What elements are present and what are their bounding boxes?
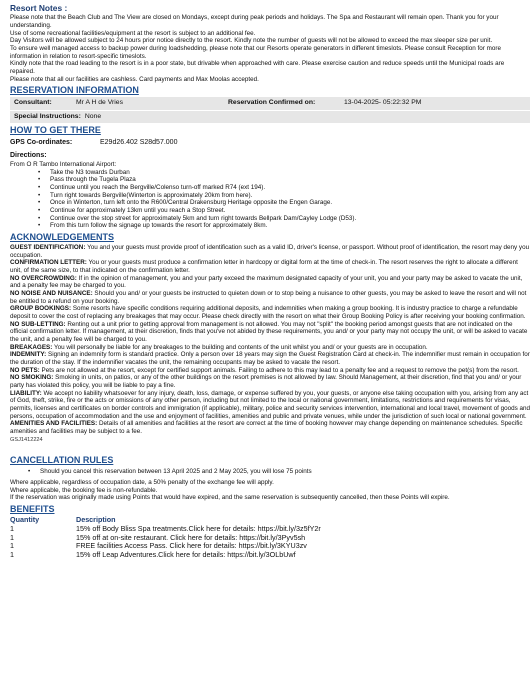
directions-from: From O R Tambo International Airport: xyxy=(10,160,117,168)
direction-step: • Continue until you reach the Bergville/Colenso turn-off marked R74 (ext 194). xyxy=(50,184,530,192)
ack-label: BREAKAGES: xyxy=(10,343,53,351)
acknowledgements-heading: ACKNOWLEDGEMENTS xyxy=(10,231,114,242)
ack-item xyxy=(10,367,530,375)
ack-item xyxy=(10,390,530,421)
benefit-qty: 1 xyxy=(10,523,14,533)
ack-label: AMENITIES AND FACILITIES: xyxy=(10,420,98,428)
document-page xyxy=(10,0,530,560)
ack-text: Renting out a unit prior to getting approval from management is not allowed. You may not "split" the booking period amongst guests that are not indicated on the official confirmation letter. If management, at their discretion, finds that you've not abided by these requirements, you and/ or your party may not occupy the unit, or will be asked to vacate the unit, and a penalty fee will be charged to you. xyxy=(10,320,528,343)
directions-list xyxy=(50,169,530,230)
cancellation-bullet: • Should you cancel this reservation between 13 April 2025 and 2 May 2025, you will lose 75 points xyxy=(40,468,530,476)
benefit-desc[interactable]: 15% off Body Bliss Spa treatments.Click here for details: https://bit.ly/3z5fY2r xyxy=(76,523,321,533)
instructions-row xyxy=(10,111,530,123)
reference-code: GSJ1412224 xyxy=(10,436,43,443)
benefit-qty: 1 xyxy=(10,550,14,560)
benefit-desc[interactable]: FREE facilities Access Pass. Click here for details: https://bit.ly/3KYU3zv xyxy=(76,541,307,551)
direction-step: • Continue over the stop street for approximately 5km and turn right towards Bellpark Dam/Cayley Lodge (D53). xyxy=(50,215,530,223)
ack-text: Smoking in units, on patios, or any of the other buildings on the resort premises is not allowed by law. Should Management, at their discretion, find that you and/ or your party has violated this policy, you will be liable to pay a fine. xyxy=(10,374,522,389)
gps-label: GPS Co-ordinates: xyxy=(10,138,73,146)
benefit-desc[interactable]: 15% off at on-site restaurant. Click here for details: https://bit.ly/3Pyv5sh xyxy=(76,532,306,542)
ack-item xyxy=(10,351,530,366)
ack-label: NO PETS: xyxy=(10,366,40,374)
ack-label: INDEMNITY: xyxy=(10,351,47,359)
ack-item xyxy=(10,244,530,259)
quantity-header: Quantity xyxy=(10,515,40,525)
ack-label: CONFIRMATION LETTER: xyxy=(10,259,87,267)
ack-item xyxy=(10,275,530,290)
resort-note-line: Day Visitors will be allowed subject to 24 hours prior notice directly to the resort. Kindly note the number of guests will not be allowed to exceed the max sleeper size per unit. xyxy=(10,37,493,45)
table-row xyxy=(10,551,321,560)
cancellation-line: If the reservation was originally made using Points that would have expired, and the same reservation is subsequently cancelled, then these Points will expire. xyxy=(10,494,450,502)
direction-step: • Pass through the Tugela Plaza xyxy=(50,176,530,184)
ack-text: Some resorts have specific conditions requiring additional deposits, and indemnities when making a group booking. It is industry practice to charge a refundable deposit to cover the cost of replacing any breakages that may occur. Please check directly with the resort on what their Group Booking Policy is after receiving your booking confirmation. xyxy=(10,305,526,320)
direction-step: • Take the N3 towards Durban xyxy=(50,169,530,177)
gps-value: E29d26.402 S28d57.000 xyxy=(100,138,178,146)
ack-text: Should you and/ or your guests be instructed to quieten down or to stop being a nuisance to other guests, you may be asked to leave the resort and will not be entitled to a refund on your booking. xyxy=(10,289,527,305)
directions-heading: HOW TO GET THERE xyxy=(10,124,101,135)
ack-text: You will personally be liable for any breakages to the building and contents of the unit whilst you and/ or your guests are in occupation. xyxy=(52,343,428,351)
ack-text: Details of all amenities and facilities at the resort are correct at the time of booking however may change depending on maintenance schedules. Specific amenities and facilities may be subject to a fee. xyxy=(10,420,523,435)
benefits-heading: BENEFITS xyxy=(10,504,55,515)
instructions-label: Special Instructions: xyxy=(14,112,81,120)
ack-item xyxy=(10,344,530,352)
ack-label: NO NOISE AND NUISANCE: xyxy=(10,289,93,297)
resort-note-line: Kindly note that the road leading to the resort is in a poor state, but drivable when approached with care. Please exercise caution and reduce speeds until the Municipal roads are repaired. xyxy=(10,60,505,75)
ack-text: We accept no liability whatsoever for any injury, death, loss, damage, or expense suffered by you, your guests, or anyone else taking occupation with you, arising from any act of God, theft, strike, fire or the acts or omissions of any other person, including but not limited to the local or national government, limitations, restrictions and requirements for visas, permits, licenses and certificates on border controls and immigration (if applicable), military, police and security services intervention, international and local travel, movement of goods and persons, occupation of accommodation and the use and enjoyment of facilities, amenities and public and private venues, while under the jurisdiction of such local or national government. xyxy=(10,389,530,420)
ack-item xyxy=(10,259,530,274)
benefits-table xyxy=(10,516,321,560)
ack-text: You and your guests must provide proof of identification such as a valid ID, driver's license, or passport. Without proof of identification, the resort may deny you occupation. xyxy=(10,243,530,259)
reservation-row xyxy=(10,97,530,109)
ack-text: Pets are not allowed at the resort, except for certified support animals. Failing to adhere to this may lead to a penalty fee and a request to remove the pet(s) from the resort. xyxy=(39,366,519,374)
benefit-qty: 1 xyxy=(10,541,14,551)
ack-text: Signing an indemnity form is standard practice. Only a person over 18 years may sign the Guest Registration Card at check-in. The indemnifier must remain in occupation for the duration of the stay. If the indemnifier vacates the unit, the remaining occupants may be asked to vacate the resort. xyxy=(10,351,530,366)
direction-step: • From this turn follow the signage up towards the resort for approximately 8km. xyxy=(50,222,530,230)
instructions-value: None xyxy=(84,112,102,120)
direction-step: • Continue for approximately 13km until you reach a Stop Street. xyxy=(50,207,530,215)
resort-notes-title: Resort Notes : xyxy=(10,3,68,13)
cancellation-line: Where applicable, regardless of occupation date, a 50% penalty of the exchange fee will apply. xyxy=(10,479,274,487)
consultant-value: Mr A H de Vries xyxy=(76,99,123,107)
ack-label: NO SUB-LETTING: xyxy=(10,320,66,328)
resort-note-line: To ensure well managed access to backup power during loadshedding, please note that our Resorts operate generators in different timeslots. Please consult Reception for more information in relation to resort-specific timeslots. xyxy=(10,44,501,60)
cancellation-heading: CANCELLATION RULES xyxy=(10,455,114,466)
ack-label: NO OVERCROWDING: xyxy=(10,274,77,282)
ack-label: GUEST IDENTIFICATION: xyxy=(10,243,86,251)
resort-note-line: Use of some recreational facilities/equipment at the resort is subject to an additional fee. xyxy=(10,29,256,37)
resort-notes-body xyxy=(10,14,530,83)
ack-label: NO SMOKING: xyxy=(10,374,54,382)
direction-step: • Turn right towards Bergville(Winterton is approximately 20km from here). xyxy=(50,192,530,200)
ack-item xyxy=(10,305,530,320)
resort-note-line: Please note that all our facilities are cashless. Card payments and Max Moolas accepted. xyxy=(10,75,259,83)
directions-label: Directions: xyxy=(10,152,47,160)
description-header: Description xyxy=(76,515,116,525)
confirmed-label: Reservation Confirmed on: xyxy=(228,99,316,107)
ack-item xyxy=(10,321,530,344)
ack-item xyxy=(10,420,530,435)
benefit-qty: 1 xyxy=(10,532,14,542)
reservation-heading: RESERVATION INFORMATION xyxy=(10,85,139,96)
ack-item xyxy=(10,290,530,305)
ack-text: If in the opinion of management, you and your party exceed the maximum designated capacity of your unit, you and your party may be asked to vacate the unit, and a penalty fee may be charged to you. xyxy=(10,274,523,290)
cancellation-line: Where applicable, the booking fee is non-refundable. xyxy=(10,486,158,494)
ack-label: GROUP BOOKINGS: xyxy=(10,305,72,313)
ack-text: You or your guests must produce a confirmation letter in hardcopy or digital form at the time of check-in. The resort reserves the right to allocate a different unit, of the same size, to that indicated on the confirmation letter. xyxy=(10,259,518,274)
acknowledgements-body xyxy=(10,244,530,436)
ack-label: LIABILITY: xyxy=(10,389,42,397)
gps-row xyxy=(10,137,530,150)
resort-note-line: Please note that the Beach Club and The View are closed on Mondays, except during peak periods and holidays. The Spa and Restaurant will remain open. Thank you for your understanding. xyxy=(10,14,499,29)
ack-item xyxy=(10,374,530,389)
confirmed-value: 13-04-2025- 05:22:32 PM xyxy=(344,99,422,107)
consultant-label: Consultant: xyxy=(14,99,52,107)
direction-step: • Once in Winterton, turn left onto the R600/Central Drakensburg Heritage opposite the Engen Garage. xyxy=(50,199,530,207)
benefit-desc[interactable]: 15% off Leap Adventures.Click here for details: https://bit.ly/3OLbUwf xyxy=(76,550,296,560)
